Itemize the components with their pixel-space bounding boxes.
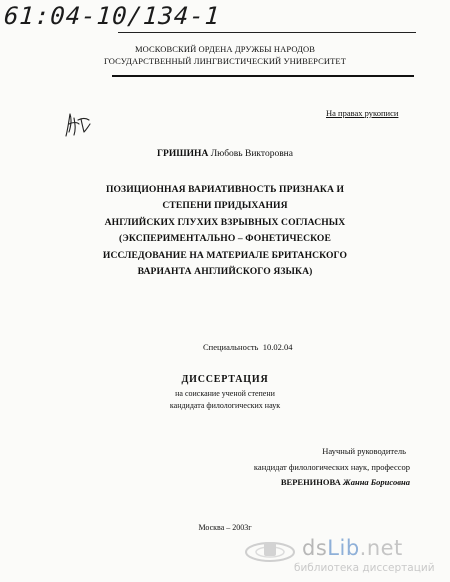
degree-purpose-line-2: кандидата филологических наук [169,401,281,410]
supervisor-degree: кандидат филологических наук, профессор [253,462,410,472]
handwritten-archive-code: 61:04-10/134-1 [3,2,222,30]
title-line: (ЭКСПЕРИМЕНТАЛЬНО – ФОНЕТИЧЕСКОЕ [119,233,331,245]
title-line: СТЕПЕНИ ПРИДЫХАНИЯ [162,200,288,212]
specialty-label: Специальность [203,342,259,352]
author-name [0,149,450,159]
organization-line-1: МОСКОВСКИЙ ОРДЕНА ДРУЖБЫ НАРОДОВ [134,44,316,54]
specialty-code: 10.02.04 [262,342,293,352]
watermark-name-lib: Lib [327,536,360,560]
dissertation-title [0,182,450,280]
handwritten-signature [60,110,94,140]
top-rule [118,32,416,33]
dslib-logo-icon [244,538,298,564]
watermark-name-net: .net [359,536,403,560]
organization-rule [112,75,414,77]
watermark-site-name [302,536,403,560]
title-line: ВАРИАНТА АНГЛИЙСКОГО ЯЗЫКА) [137,266,313,278]
dslib-watermark [242,538,442,578]
rights-note: На правах рукописи [326,108,399,118]
author-given-names: Любовь Викторовна [210,149,293,159]
watermark-name-ds: ds [302,536,328,560]
watermark-subtitle: библиотека диссертаций [294,562,435,574]
organization-line-2: ГОСУДАРСТВЕННЫЙ ЛИНГВИСТИЧЕСКИЙ УНИВЕРСИТЕТ [104,56,346,66]
specialty [203,342,292,352]
title-line: АНГЛИЙСКИХ ГЛУХИХ ВЗРЫВНЫХ СОГЛАСНЫХ [104,216,346,228]
supervisor-name [281,477,410,487]
city-and-year: Москва – 2003г [198,523,252,532]
supervisor-surname: ВЕРЕНИНОВА [280,477,341,487]
title-line: ИССЛЕДОВАНИЕ НА МАТЕРИАЛЕ БРИТАНСКОГО [102,249,348,261]
document-type: ДИССЕРТАЦИЯ [181,374,269,385]
author-surname: ГРИШИНА [157,149,209,159]
supervisor-role: Научный руководитель [322,446,406,456]
title-line: ПОЗИЦИОННАЯ ВАРИАТИВНОСТЬ ПРИЗНАКА И [105,184,345,195]
degree-purpose-line-1: на соискание ученой степени [175,389,275,398]
supervisor-given-names: Жанна Борисовна [342,477,410,487]
